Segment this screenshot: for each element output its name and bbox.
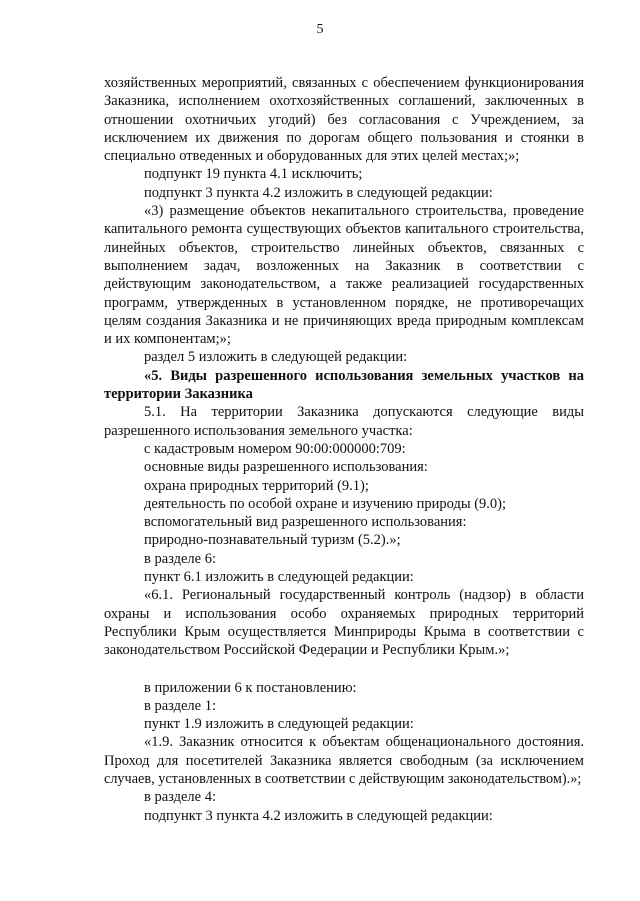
text-line: разрешенного использования земельного участка: [104,422,413,439]
text-line: «1.9. Заказник относится к объектам общенационального достояния. [144,734,584,751]
text-line: подпункт 19 пункта 4.1 исключить; [144,166,363,183]
section-heading: территории Заказника [104,386,253,403]
text-line: выполнением задач, возложенных на Заказник в соответствии с [104,257,584,274]
text-line: капитального ремонта существующих объектов капитального строительства, [104,221,584,238]
text-line: «3) размещение объектов некапитального строительства, проведение [144,203,584,220]
text-line: специально отведенных и оборудованных для этих целей местах;»; [104,148,520,165]
text-line: подпункт 3 пункта 4.2 изложить в следующей редакции: [144,807,493,824]
text-line: Проход для посетителей Заказника является свободным (за исключением [104,752,584,769]
text-line: охрана природных территорий (9.1); [144,477,369,494]
text-line: в разделе 6: [144,550,217,567]
text-line: Республики Крым осуществляется Минприроды Крыма в соответствии с [104,623,584,640]
text-line: вспомогательный вид разрешенного использования: [144,514,467,531]
text-line: деятельность по особой охране и изучению природы (9.0); [144,495,507,512]
text-line: пункт 6.1 изложить в следующей редакции: [144,569,414,586]
text-line: действующим законодательством, а также реализацией государственных [104,276,584,293]
text-line: отношении охотничьих угодий) без согласования с Учреждением, за [104,111,584,128]
text-line: в разделе 4: [144,789,217,806]
text-line: 5.1. На территории Заказника допускаются следующие виды [144,404,584,421]
section-heading: «5. Виды разрешенного использования земельных участков на [144,367,584,384]
text-line: природно-познавательный туризм (5.2).»; [144,532,401,549]
text-line: с кадастровым номером 90:00:000000:709: [144,440,406,457]
text-line: охраны и использования особо охраняемых природных территорий [104,605,584,622]
text-line: «6.1. Региональный государственный контроль (надзор) в области [144,587,584,604]
document-body [104,74,584,825]
text-line: в приложении 6 к постановлению: [144,679,357,696]
text-line: подпункт 3 пункта 4.2 изложить в следующей редакции: [144,184,493,201]
text-line: основные виды разрешенного использования: [144,459,428,476]
text-line: случаев, установленных в соответствии с действующим законодательством).»; [104,770,582,787]
paragraph-gap [104,660,584,679]
text-line: программ, утвержденных в установленном порядке, не противоречащих [104,294,584,311]
text-line: раздел 5 изложить в следующей редакции: [144,349,408,366]
text-line: хозяйственных мероприятий, связанных с обеспечением функционирования [104,75,584,91]
page-number: 5 [316,22,324,37]
text-line: законодательством Российской Федерации и Республики Крым.»; [104,642,510,659]
text-line: целям создания Заказника и не причиняющих вреда природным комплексам [104,312,584,329]
text-line: линейных объектов, строительство линейных объектов, связанных с [104,239,584,256]
text-line: в разделе 1: [144,697,217,714]
text-line: Заказника, исполнением охотхозяйственных соглашений, заключенных в [104,93,584,110]
text-line: пункт 1.9 изложить в следующей редакции: [144,716,414,733]
text-line: исключением их движения по дорогам общего пользования и стоянки в [104,129,584,146]
text-line: и их компонентам;»; [104,331,231,348]
